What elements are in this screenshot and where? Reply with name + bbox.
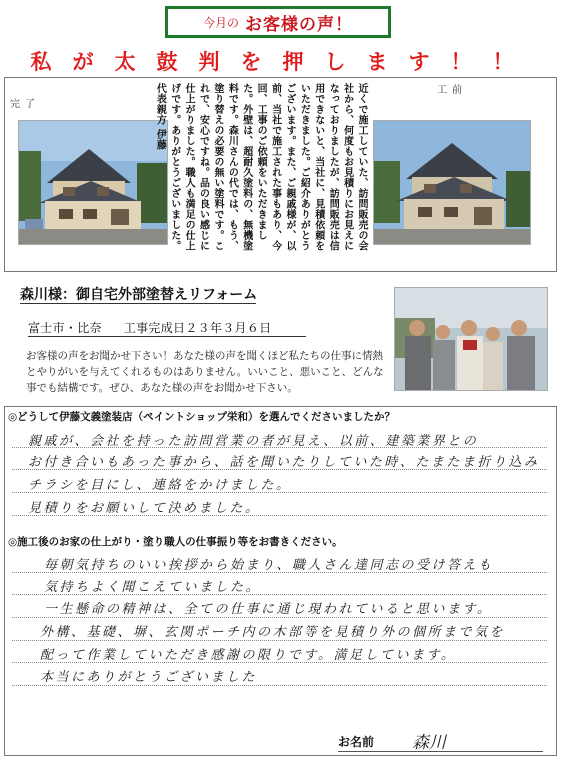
after-photo: [18, 120, 168, 245]
answer-1-line: 見積りをお願いして決めました。: [28, 501, 261, 516]
completion-date: 工事完成日２３年３月６日: [123, 321, 272, 335]
before-label: 工前: [437, 85, 467, 96]
page-title: お客様の声！: [245, 14, 353, 35]
title-underline: [20, 303, 256, 304]
answer-2-line: 本当にありがとうございました: [40, 670, 258, 685]
title-box: [165, 6, 391, 38]
ruled-line: [12, 640, 547, 641]
customer-title: 森川様：御自宅外部塗替えリフォーム: [20, 287, 258, 303]
name-underline: [338, 751, 543, 752]
answer-2-line: 毎朝気持ちのいい挨拶から始まり、職人さん達同志の受け答えも: [44, 558, 494, 573]
answer-2-line: 外構、基礎、塀、玄関ポーチ内の木部等を見積り外の個所まで気を: [40, 625, 506, 640]
location-line: [28, 319, 271, 336]
location-underline: [28, 336, 306, 337]
answer-1-line: 親戚が、会社を持った訪問営業の者が見え、以前、建築業界との: [28, 434, 479, 449]
ruled-line: [12, 685, 547, 686]
owner-signature: 代表親方 伊藤: [154, 83, 166, 150]
before-photo: [373, 120, 531, 245]
answer-1-line: チラシを目にし、連絡をかけました。: [28, 478, 292, 493]
location: 富士市・比奈: [28, 321, 102, 335]
team-photo: [394, 287, 548, 391]
answer-2-line: 気持ちよく聞こえていました。: [44, 580, 262, 595]
customer-signature: 森川: [412, 733, 446, 753]
question-2: ◎施工後のお家の仕上がり・塗り職人の仕事振り等をお書きください。: [8, 536, 343, 548]
owner-message: [154, 83, 368, 261]
answer-2-line: 一生懸命の精神は、全ての仕事に通じ現われていると思います。: [44, 602, 493, 617]
intro-text: お客様の声をお聞かせ下さい！あなた様の声を聞くほど私たちの仕事に情熱とやりがいを与えてくれるものはありません。いいこと、悪いこと、どんな事でも結構です。ぜひ、あなた様の声をお聞かせ下さい。: [26, 350, 384, 395]
answer-2-line: 配って作業していただき感謝の限りです。満足しています。: [40, 648, 457, 663]
question-1: ◎どうして伊藤文義塗装店（ペイントショップ栄和）を選んでくださいましたか？: [8, 411, 395, 423]
ruled-line: [12, 617, 547, 618]
headline: 私が太鼓判を押します！！: [30, 50, 535, 74]
name-label: お名前: [338, 735, 375, 749]
title-small: 今月の: [202, 15, 239, 30]
after-label: 完了: [10, 99, 40, 110]
owner-message-body: 近くで施工していた、訪問販売の会社から、何度もお見積りにお見えになっておりましたが、訪問販売は信用できないと、当社に、見積依頼をいただきました。ご紹介ありがとうございます。また、ご親戚様が、以前、当社で施工された事もあり、今回、工事のご依頼をいただきました。外壁は、超耐久塗料の、無機塗料です。森川さんの代では、もう、塗り替えの必要の無い塗料です。これで、安心ですね。品の良い感じに仕上がりました。職人も満足の仕上げです。ありがとうございました。: [168, 83, 367, 251]
answer-1-line: お付き合いもあった事から、話を聞いたりしていた時、たまたま折り込み: [28, 455, 540, 470]
